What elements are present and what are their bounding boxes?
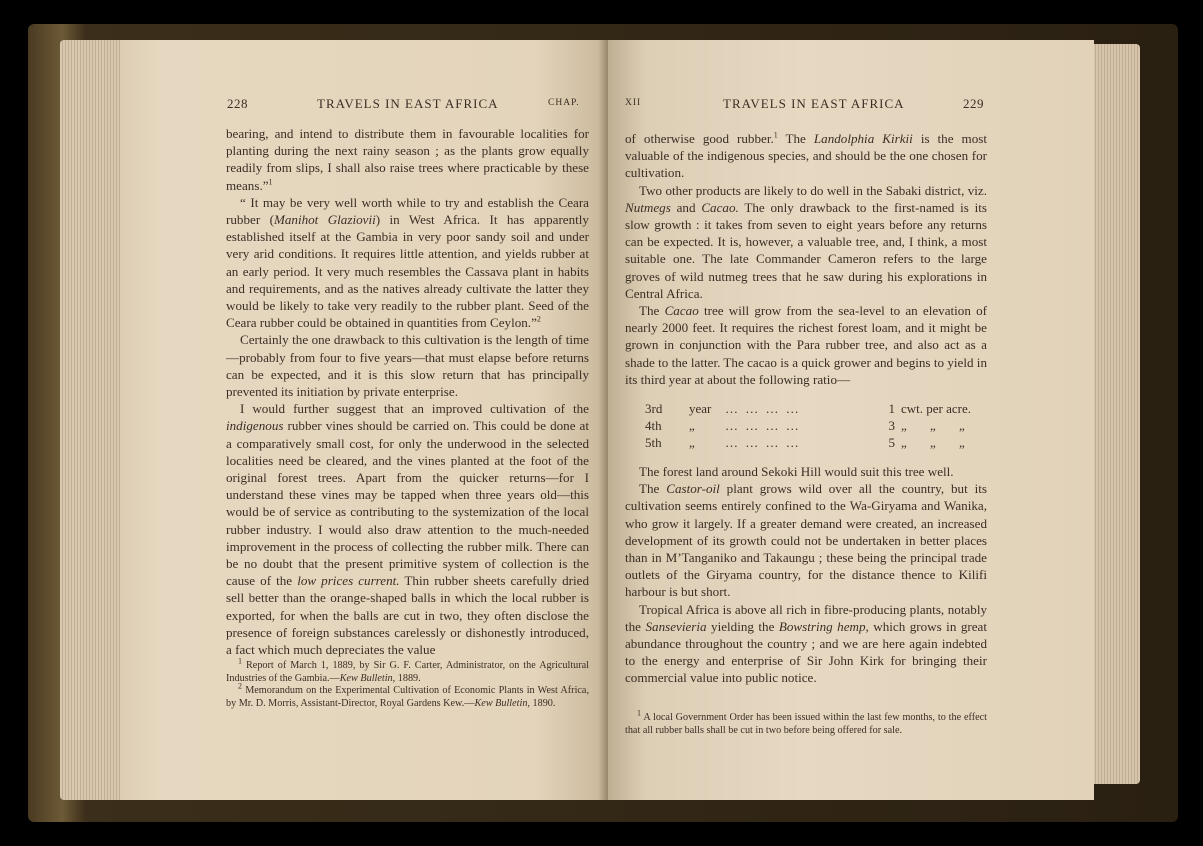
- paragraph: Certainly the one drawback to this cultivation is the length of time—probably from four to five years—that must elapse before returns can be expected, and it is this slow return that has principally prevented its initiation by private enterprise.: [226, 332, 589, 400]
- right-body-text: [625, 130, 987, 687]
- table-row: 5th „ … … … … 5 „ „ „: [645, 435, 975, 451]
- paragraph: bearing, and intend to distribute them in favourable localities for planting during the next rainy season ; as the plants grow equally readily from slips, I shall also raise trees where practicable by these means.”$^1$: [226, 126, 589, 193]
- paragraph: of otherwise good rubber.$^1$ The Landolphia Kirkii is the most valuable of the indigenous species, and should be the one chosen for cultivation.: [625, 130, 988, 181]
- right-page-number: 229: [963, 96, 984, 111]
- footnote-ref: 1: [268, 177, 273, 187]
- paragraph: Two other products are likely to do well in the Sabaki district, viz. Nutmegs and Cacao. The only drawback to the first-named is its slow growth : it takes from seven to eight years before any returns can be expected. It is, however, a valuable tree, and, I think, a most suitable one. The late Commander Cameron refers to the large groves of wild nutmeg trees that he saw during his explorations in Central Africa.: [625, 182, 987, 301]
- footnote: $^2$ Memorandum on the Experimental Cultivation of Economic Plants in West Africa, by Mr. D. Morris, Assistant-Director, Royal Gardens Kew.—Kew Bulletin, 1890.: [226, 681, 589, 709]
- left-body-text: [226, 125, 589, 658]
- left-footnotes: [226, 656, 589, 710]
- right-running-title: TRAVELS IN EAST AFRICA: [723, 96, 905, 111]
- paragraph: I would further suggest that an improved cultivation of the indigenous rubber vines should be carried on. This could be done at a comparatively small cost, for only the underwood in the selected localities need be cleared, and the vines planted at the foot of the original forest trees. Apart from the quicker returns—for I understand these vines may be tapped when three years old—this would be of service as contributing to the systemization of the local rubber industry. I would also draw attention to the much-needed improvement in the process of collecting the rubber milk. There can be no doubt that the present primitive system of collection is the cause of the low prices current. Thin rubber sheets carefully dried sell better than the orange-shaped balls in which the local rubber is exported, for when the balls are cut in two, they often disclose the presence of foreign substances carelessly or dishonestly introduced, a fact which much depreciates the value: [226, 401, 589, 658]
- paragraph: The Cacao tree will grow from the sea-level to an elevation of nearly 2000 feet. It requires the richest forest loam, and it might be grown in conjunction with the Para rubber tree, and also act as a shade to the latter. The cacao is a quick grower and begins to yield in its third year at about the following ratio—: [625, 303, 987, 387]
- table-row: 4th „ … … … … 3 „ „ „: [645, 418, 975, 434]
- yield-ratio-table: [625, 400, 987, 451]
- paragraph: Tropical Africa is above all rich in fibre-producing plants, notably the Sansevieria yielding the Bowstring hemp, which grows in great abundance throughout the country ; and we are here again indebted to the energy and enterprise of Sir John Kirk for bringing their commercial value into public notice.: [625, 601, 987, 686]
- footnote: $^1$ A local Government Order has been issued within the last few months, to the effect that all rubber balls shall be cut in two before being offered for sale.: [625, 708, 987, 736]
- paragraph: The Castor-oil plant grows wild over all the country, but its cultivation seems entirely confined to the Wa-Giryama and Wanika, who grow it largely. If a greater demand were created, an increased development of its growth could not be undertaken in better places than in M’Tanganiko and Takaungu ; these being the principal trade outlets of the Giryama country, for the distance thence to Kilifi harbour is but short.: [625, 481, 987, 600]
- paragraph: The forest land around Sekoki Hill would suit this tree well.: [639, 464, 954, 480]
- left-page-number: 228: [227, 96, 248, 111]
- footnote-ref: 2: [536, 314, 541, 324]
- table-row: 3rd year … … … … 1 cwt. per acre.: [645, 401, 972, 417]
- left-running-title: TRAVELS IN EAST AFRICA: [317, 96, 499, 111]
- footnote-ref: 1: [773, 130, 778, 140]
- left-chapter-marker: CHAP.: [548, 98, 580, 108]
- footnote: $^1$ Report of March 1, 1889, by Sir G. F. Carter, Administrator, on the Agricultural Industries of the Gambia.—Kew Bulletin, 1889.: [226, 656, 589, 684]
- right-chapter-marker: XII: [625, 98, 642, 108]
- paragraph: “ It may be very well worth while to try and establish the Ceara rubber (Manihot Glaziovii) in West Africa. It has apparently established itself at the Gambia in very poor sandy soil and under very arid conditions. It requires little attention, and yields rubber at an early period. It very much resembles the Cassava plant in habits and requirements, and as the natives already cultivate the latter they would be likely to take very readily to the rubber plant. Seed of the Ceara rubber could be obtained in quantities from Ceylon.”$^2$: [226, 194, 589, 331]
- right-footnotes: [625, 708, 987, 737]
